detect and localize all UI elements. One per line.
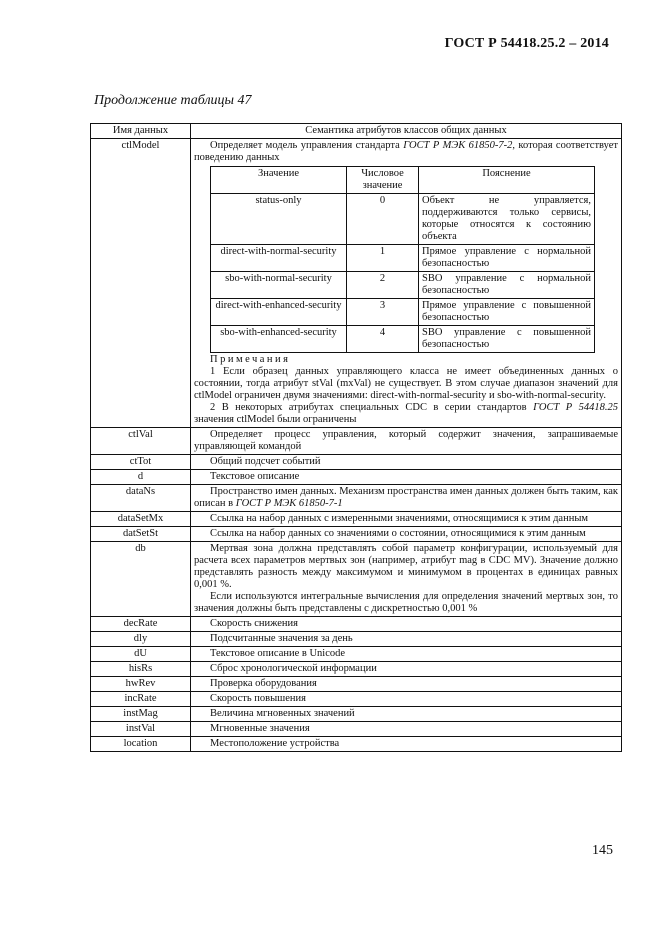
inner-header-value: Значение <box>211 167 347 194</box>
cell-description <box>191 139 622 428</box>
table-row: instVal Мгновенные значения <box>91 722 622 737</box>
table-row-datsetst: datSetSt Ссылка на набор данных со значениями о состоянии, относящимися к этим данным <box>91 527 622 542</box>
table-row-d: d Текстовое описание <box>91 470 622 485</box>
inner-row: status-only 0 Объект не управляется, поддерживаются только сервисы, которые относятся к состоянию объекта <box>211 194 595 245</box>
column-header-semantics: Семантика атрибутов классов общих данных <box>191 124 622 139</box>
inner-header-row <box>211 167 595 194</box>
inner-header-number: Числовое значение <box>347 167 419 194</box>
table-row: dU Текстовое описание в Unicode <box>91 647 622 662</box>
table-row: location Местоположение устройства <box>91 737 622 752</box>
table-header-row <box>91 124 622 139</box>
cell-name: ctlModel <box>91 139 191 428</box>
table-continuation-caption: Продолжение таблицы 47 <box>94 93 252 108</box>
table-row: instMag Величина мгновенных значений <box>91 707 622 722</box>
inner-row: direct-with-enhanced-security 3 Прямое управление с повышенной безопасностью <box>211 299 595 326</box>
note-2: 2 В некоторых атрибутах специальных CDC в серии стандартов ГОСТ Р 54418.25 значения ctlModel были ограничены <box>194 402 618 425</box>
page-number: 145 <box>592 843 613 858</box>
inner-row: sbo-with-normal-security 2 SBO управление с нормальной безопасностью <box>211 272 595 299</box>
note-1: 1 Если образец данных управляющего класса не имеет объединенных данных о состоянии, тогда атрибут stVal (mxVal) не существует. В этом случае диапазон значений для ctlModel ограничен двумя значениями: direct-with-normal-security и sbo-with-normal-security. <box>194 366 618 401</box>
table-row-ctlmodel <box>91 139 622 428</box>
table-row-db: db Мертвая зона должна представлять собой параметр конфигурации, используемый для расчета всех параметров мертвых зон (например, атрибут mag в CDC MV). Значение должно представлять разность между максимумом и минимумом в процентах в единицах равных 0,001 %. Если используются интегральные вычисления для определения значений мертвых зон, то значения должны быть представлены с дискретностью 0,001 % <box>91 542 622 617</box>
inner-header-explanation: Пояснение <box>419 167 595 194</box>
data-attributes-table <box>90 123 622 752</box>
table-row-cttot: ctTot Общий подсчет событий <box>91 455 622 470</box>
table-row: decRate Скорость снижения <box>91 617 622 632</box>
table-row-datasetmx: dataSetMx Ссылка на набор данных с измеренными значениями, относящимися к этим данным <box>91 512 622 527</box>
table-row-ctlval: ctlVal Определяет процесс управления, который содержит значения, запрашиваемые управляющей командой <box>91 428 622 455</box>
ctlmodel-values-table <box>210 166 595 353</box>
inner-row: direct-with-normal-security 1 Прямое управление с нормальной безопасностью <box>211 245 595 272</box>
table-row: incRate Скорость повышения <box>91 692 622 707</box>
column-header-name: Имя данных <box>91 124 191 139</box>
standard-header: ГОСТ Р 54418.25.2 – 2014 <box>444 36 609 51</box>
table-row: hwRev Проверка оборудования <box>91 677 622 692</box>
inner-row: sbo-with-enhanced-security 4 SBO управление с повышенной безопасностью <box>211 326 595 353</box>
table-row: hisRs Сброс хронологической информации <box>91 662 622 677</box>
table-row: dly Подсчитанные значения за день <box>91 632 622 647</box>
table-row-datans: dataNs Пространство имен данных. Механизм пространства имен данных должен быть таким, как описан в ГОСТ Р МЭК 61850-7-1 <box>91 485 622 512</box>
ctlmodel-intro: Определяет модель управления стандарта ГОСТ Р МЭК 61850-7-2, которая соответствует поведению данных <box>194 140 619 163</box>
notes-title: Примечания <box>210 354 291 365</box>
